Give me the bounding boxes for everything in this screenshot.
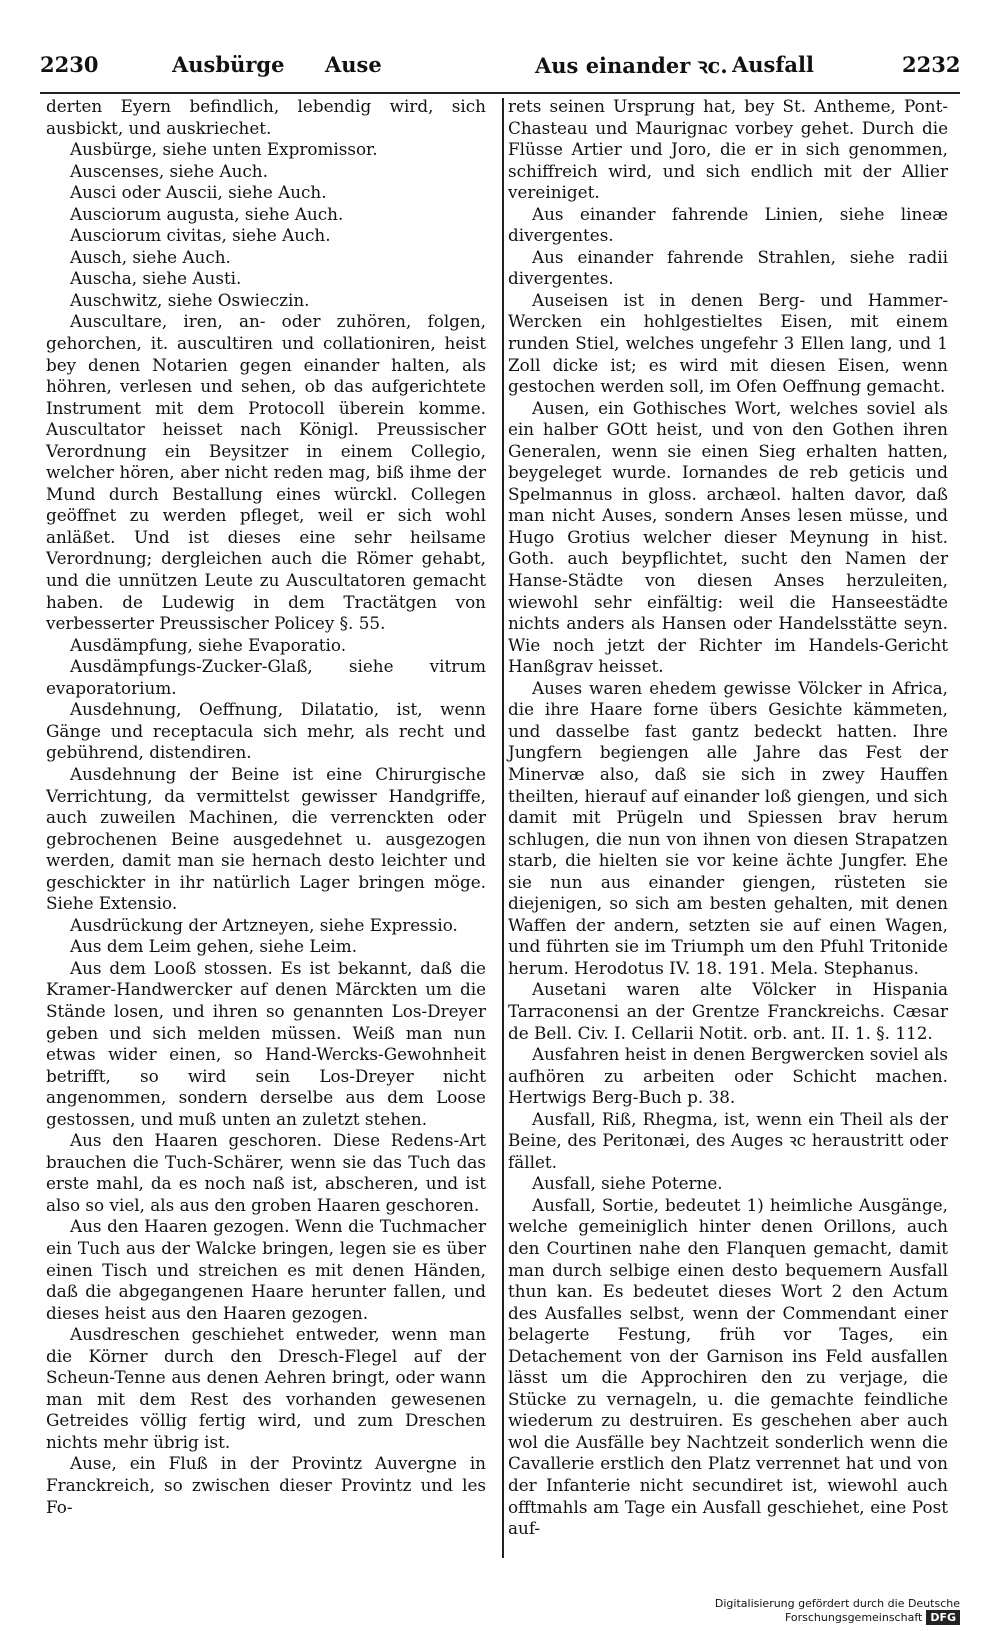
entry-paragraph: rets seinen Ursprung hat, bey St. Antheme, Pont-Chasteau und Maurignac vorbey gehet. Durch die Flüsse Artier und Joro, die er in sich genommen, schiffreich wird, und sich endlich mit der Allier vereiniget. — [508, 96, 948, 203]
entry-paragraph: Ausch, siehe Auch. — [70, 246, 231, 267]
entry-paragraph: Ausetani waren alte Völcker in Hispania Tarraconensi an der Grentze Franckreichs. Cæsar de Bell. Civ. I. Cellarii Notit. orb. ant. II. 1. §. 112. — [508, 979, 948, 1043]
entry-paragraph: Ausciorum augusta, siehe Auch. — [70, 203, 344, 224]
entry-paragraph: Ausfall, Riß, Rhegma, ist, wenn ein Theil als der Beine, des Peritonæi, des Auges ꝛc heraustritt oder fället. — [508, 1108, 948, 1172]
catchword-left-1: Ausbürge — [172, 52, 285, 77]
entry-paragraph: derten Eyern befindlich, lebendig wird, sich ausbickt, und auskriechet. — [46, 96, 486, 138]
entry-paragraph: Auschwitz, siehe Oswieczin. — [70, 289, 310, 310]
entry-paragraph: Aus dem Looß stossen. Es ist bekannt, daß die Kramer-Handwercker auf denen Märckten um die Stände losen, und ihren so genannten Los-Dreyer geben und sich melden müssen. Weiß man nun etwas wider einen, so Hand-Wercks-Gewohnheit betrifft, so wird sein Los-Dreyer nicht angenommen, sondern derselbe aus dem Loose gestossen, und muß unten an zuletzt stehen. — [46, 957, 486, 1129]
entry-paragraph: Ause, ein Fluß in der Provintz Auvergne in Franckreich, so zwischen dieser Provintz und les Fo- — [46, 1453, 486, 1517]
entry-paragraph: Ausfall, siehe Poterne. — [532, 1173, 723, 1194]
entry-paragraph: Auscenses, siehe Auch. — [70, 160, 268, 181]
entry-paragraph: Ausbürge, siehe unten Expromissor. — [70, 139, 378, 160]
entry-paragraph: Aus einander fahrende Linien, siehe lineæ divergentes. — [508, 203, 948, 246]
entry-paragraph: Auses waren ehedem gewisse Völcker in Africa, die ihre Haare forne übers Gesichte kämmeten, und dasselbe fast gantz bedeckt hatten. Ihre Jungfern begiengen alle Jahre das Fest der Minervæ also, daß sie sich in zwey Hauffen theilten, hierauf auf einander loß giengen, und sich damit mit Prügeln und Spiessen brav herum schlugen, die nun von ihnen von diesen Strapatzen starb, die hielten sie vor keine ächte Jungfer. Ehe sie nun aus einander giengen, rüsteten sie diejenigen, so sich am besten gehalten, mit denen Waffen der andern, setzten sie auf einen Wagen, und führten sie im Triumph um den Pfuhl Tritonide herum. Herodotus IV. 18. 191. Mela. Stephanus. — [508, 677, 948, 978]
dfg-logo: DFG — [926, 1610, 960, 1625]
entry-paragraph: Ausdehnung, Oeffnung, Dilatatio, ist, wenn Gänge und receptacula sich mehr, als recht und gebührend, distendiren. — [46, 699, 486, 763]
column-divider — [502, 98, 504, 1558]
page-number-left: 2230 — [40, 52, 99, 77]
entry-paragraph: Ausciorum civitas, siehe Auch. — [70, 225, 331, 246]
catchword-left-2: Ause — [325, 52, 382, 77]
entry-paragraph: Ausdreschen geschiehet entweder, wenn man die Körner durch den Dresch-Flegel auf der Scheun-Tenne aus denen Aehren bringt, oder wann man mit dem Rest des vorhanden gewesenen Getreides völlig fertig wird, und zum Dreschen nichts mehr übrig ist. — [46, 1324, 486, 1452]
entry-paragraph: Ausdehnung der Beine ist eine Chirurgische Verrichtung, da vermittelst gewisser Handgriffe, auch zuweilen Machinen, die verrenckten oder gebrochenen Beine ausgedehnet u. ausgezogen werden, damit man sie hernach desto leichter und geschickter in ihr natürlich Lager bringen möge. Siehe Extensio. — [46, 763, 486, 914]
entry-paragraph: Aus einander fahrende Strahlen, siehe radii divergentes. — [508, 246, 948, 289]
entry-paragraph: Ausfahren heist in denen Bergwercken soviel als aufhören zu arbeiten oder Schicht machen. Hertwigs Berg-Buch p. 38. — [508, 1044, 948, 1108]
entry-paragraph: Auscultare, iren, an- oder zuhören, folgen, gehorchen, it. auscultiren und collationiren, heist bey denen Notarien gegen einander halten, als höhren, verlesen und sehen, ob das aufgerichtete Instrument mit dem Protocoll überein komme. Auscultator heisset nach Königl. Preussischer Verordnung ein Beysitzer in einem Collegio, welcher hören, aber nicht reden mag, biß ihme der Mund durch Bestallung eines würckl. Collegen geöffnet zu werden pfleget, weil er sich wohl anläßet. Und ist dieses eine sehr heilsame Verordnung; dergleichen auch die Römer gehabt, und die unnützen Leute zu Auscultatoren gemacht haben. de Ludewig in dem Tractätgen von verbesserter Preussischer Policey §. 55. — [46, 311, 486, 634]
entry-paragraph: Ausdämpfung, siehe Evaporatio. — [70, 634, 347, 655]
credit-text: Digitalisierung gefördert durch die Deutsche Forschungsgemeinschaft — [714, 1597, 960, 1624]
digitization-credit — [600, 1597, 960, 1624]
catchword-right-2: Ausfall — [732, 52, 814, 77]
entry-paragraph: Aus den Haaren gezogen. Wenn die Tuchmacher ein Tuch aus der Walcke bringen, legen sie es über einen Tisch und streichen es mit denen Händen, daß die abgegangenen Haare herunter fallen, und dieses heist aus den Haaren gezogen. — [46, 1216, 486, 1323]
page-header — [40, 52, 960, 88]
entry-paragraph: Ausfall, Sortie, bedeutet 1) heimliche Ausgänge, welche gemeiniglich hinter denen Orillons, auch den Courtinen nahe den Flanquen gemacht, damit man durch selbige einen desto bequemern Ausfall thun kan. Es bedeutet dieses Wort 2 den Actum des Ausfalles selbst, wenn der Commendant einer belagerte Festung, früh vor Tages, ein Detachement von der Garnison ins Feld ausfallen lässt um die Approchiren den zu verjage, die Stücke zu vernageln, u. die gemachte feindliche wiederum zu destruiren. Es geschehen aber auch wol die Ausfälle bey Nachtzeit sonderlich wenn die Cavallerie erstlich den Platz verrennet hat und von der Infanterie nicht secundiret ist, wiewohl auch offtmahls am Tage ein Ausfall geschiehet, eine Post auf- — [508, 1194, 948, 1539]
entry-paragraph: Ausen, ein Gothisches Wort, welches soviel als ein halber GOtt heist, und von den Gothen ihren Generalen, wenn sie einen Sieg erhalten hatten, beygeleget wurde. Iornandes de reb geticis und Spelmannus in gloss. archæol. halten davor, daß man nicht Auses, sondern Anses lesen müsse, und Hugo Grotius welcher dieser Meynung in hist. Goth. auch beypflichtet, sucht den Namen der Hanse-Städte von diesen Anses herzuleiten, wiewohl sehr einfältig: weil die Hanseestädte nichts anders als Hansen oder Handelsstätte seyn. Wie noch jetzt der Richter im Handels-Gericht Hanßgrav heisset. — [508, 397, 948, 677]
entry-paragraph: Aus dem Leim gehen, siehe Leim. — [70, 936, 358, 957]
entry-paragraph: Aus den Haaren geschoren. Diese Redens-Art brauchen die Tuch-Schärer, wenn sie das Tuch das erste mahl, da es noch naß ist, abscheren, und ist also so viel, als aus den groben Haaren geschoren. — [46, 1130, 486, 1215]
catchword-right-1: Aus einander ꝛc. — [535, 53, 728, 78]
left-column — [46, 96, 486, 1518]
entry-paragraph: Ausci oder Auscii, siehe Auch. — [70, 182, 327, 203]
entry-paragraph: Auseisen ist in denen Berg- und Hammer-Wercken ein hohlgestieltes Eisen, mit einem runden Stiel, welches ungefehr 3 Ellen lang, und 1 Zoll dicke ist; es wird mit diesen Eisen, wenn gestochen werden soll, im Ofen Oeffnung gemacht. — [508, 289, 948, 397]
right-column — [508, 96, 948, 1540]
header-rule — [40, 92, 960, 94]
entry-paragraph: Ausdrückung der Artzneyen, siehe Expressio. — [70, 914, 458, 935]
entry-paragraph: Ausdämpfungs-Zucker-Glaß, siehe vitrum evaporatorium. — [46, 656, 486, 698]
page-number-right: 2232 — [902, 52, 961, 77]
entry-paragraph: Auscha, siehe Austi. — [70, 268, 242, 289]
